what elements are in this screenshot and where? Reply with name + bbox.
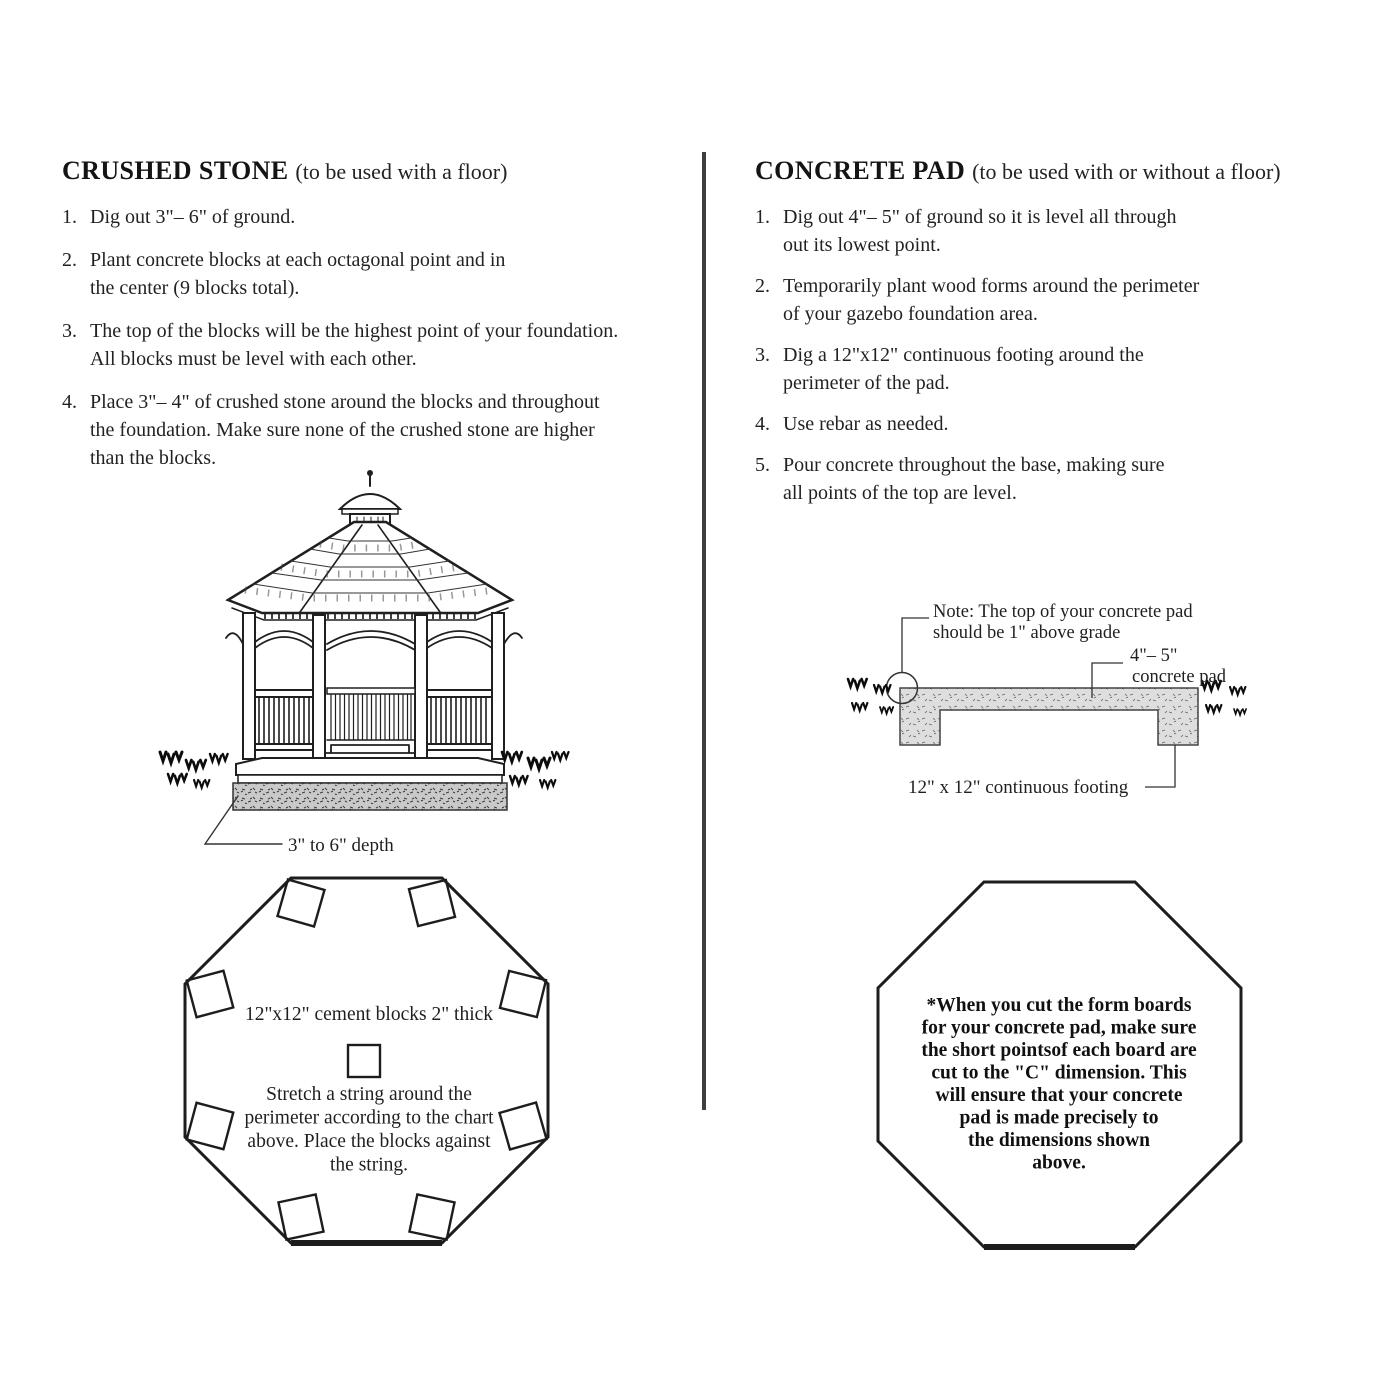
pad-thickness-label (1130, 646, 1227, 687)
step-line: perimeter of the pad. (783, 372, 950, 394)
step-line: Plant concrete blocks at each octagonal point and in (90, 249, 506, 271)
concrete-pad-diagram (840, 595, 1260, 810)
step-text (90, 388, 668, 472)
pad-note-line: should be 1" above grade (933, 623, 1121, 643)
step-line: the foundation. Make sure none of the crushed stone are higher (90, 419, 595, 441)
note-line: the dimensions shown (967, 1130, 1151, 1151)
step-number: 5. (755, 454, 770, 476)
step-number: 2. (62, 249, 77, 271)
gazebo-posts (226, 613, 522, 759)
step-line: The top of the blocks will be the highest point of your foundation. (90, 320, 619, 342)
step-line: All blocks must be level with each other. (90, 348, 417, 370)
string-note-line: the string. (330, 1154, 408, 1176)
concrete-pad-steps (755, 203, 1375, 507)
blocks-label: 12"x12" cement blocks 2" thick (244, 1004, 494, 1025)
gazebo-side-railings (255, 690, 492, 750)
step-line: of your gazebo foundation area. (783, 303, 1038, 325)
concrete-pad-subheading: (to be used with or without a floor) (972, 159, 1281, 184)
step-line: Pour concrete throughout the base, making sure (783, 454, 1165, 476)
step-text (90, 317, 668, 373)
note-line: will ensure that your concrete (935, 1085, 1183, 1106)
footing-leader-line (1145, 745, 1175, 787)
note-line: for your concrete pad, make sure (921, 1017, 1197, 1039)
crushed-stone-section (62, 156, 668, 487)
gazebo-back-railing (327, 688, 415, 740)
list-item (62, 317, 668, 373)
list-item (755, 451, 1375, 507)
crushed-stone-steps (62, 203, 668, 472)
gazebo-brackets (226, 631, 522, 650)
pad-note-line: Note: The top of your concrete pad (933, 602, 1193, 622)
step-text (90, 203, 668, 231)
step-line: all points of the top are level. (783, 482, 1017, 504)
string-note-line: above. Place the blocks against (247, 1131, 491, 1152)
step-number: 4. (62, 391, 77, 413)
step-line: out its lowest point. (783, 234, 941, 256)
note-line: cut to the "C" dimension. This (931, 1062, 1187, 1084)
list-item (755, 410, 1375, 438)
step-line: Dig out 4"– 5" of ground so it is level all through (783, 206, 1177, 228)
gazebo-floor (236, 758, 504, 783)
step-number: 4. (755, 413, 770, 435)
concrete-pad-title (755, 156, 1375, 187)
block-layout-diagram (175, 868, 557, 1253)
step-number: 1. (755, 206, 770, 228)
step-line: Place 3"– 4" of crushed stone around the blocks and throughout (90, 391, 600, 413)
pad-note (933, 602, 1193, 643)
footing-label: 12" x 12" continuous footing (908, 777, 1129, 798)
pad-cross-section (900, 688, 1198, 745)
step-text (783, 341, 1375, 397)
step-line: Temporarily plant wood forms around the perimeter (783, 275, 1200, 297)
concrete-pad-heading: CONCRETE PAD (755, 156, 966, 185)
list-item (755, 272, 1375, 328)
grass-right (502, 752, 569, 788)
octagon-outline (185, 878, 548, 1243)
step-number: 3. (62, 320, 77, 342)
list-item (755, 203, 1375, 259)
step-text (783, 410, 1375, 438)
grass-left (848, 679, 893, 714)
step-line: Use rebar as needed. (783, 413, 949, 435)
list-item (755, 341, 1375, 397)
step-number: 1. (62, 206, 77, 228)
step-line: Dig out 3"– 6" of ground. (90, 206, 296, 228)
step-text (783, 451, 1375, 507)
note-line: above. (1032, 1152, 1086, 1174)
note-leader-line (902, 618, 929, 672)
crushed-stone-heading: CRUSHED STONE (62, 156, 289, 185)
step-line: the center (9 blocks total). (90, 277, 300, 299)
gazebo-roof (228, 522, 512, 620)
form-board-note-diagram (868, 872, 1250, 1257)
list-item (62, 203, 668, 231)
concrete-pad-section (755, 156, 1375, 520)
note-line: *When you cut the form boards (926, 995, 1192, 1016)
crushed-stone-subheading: (to be used with a floor) (295, 159, 508, 184)
list-item (62, 388, 668, 472)
step-line: Dig a 12"x12" continuous footing around the (783, 344, 1144, 366)
grass-left (160, 752, 228, 788)
list-item (62, 246, 668, 302)
pad-label-line: 4"– 5" (1130, 646, 1178, 666)
note-line: pad is made precisely to (959, 1107, 1159, 1129)
step-line: than the blocks. (90, 447, 217, 469)
gazebo-illustration (150, 462, 590, 862)
step-text (90, 246, 668, 302)
crushed-stone-title (62, 156, 668, 187)
column-divider (702, 152, 706, 1110)
crushed-stone-base (233, 783, 507, 810)
step-number: 2. (755, 275, 770, 297)
step-number: 3. (755, 344, 770, 366)
step-text (783, 203, 1375, 259)
string-note-line: perimeter according to the chart (244, 1107, 494, 1129)
note-line: the short pointsof each board are (921, 1040, 1197, 1061)
pad-label-line: concrete pad (1132, 667, 1226, 687)
depth-label: 3" to 6" depth (288, 835, 394, 856)
string-note-line: Stretch a string around the (266, 1084, 472, 1105)
step-text (783, 272, 1375, 328)
